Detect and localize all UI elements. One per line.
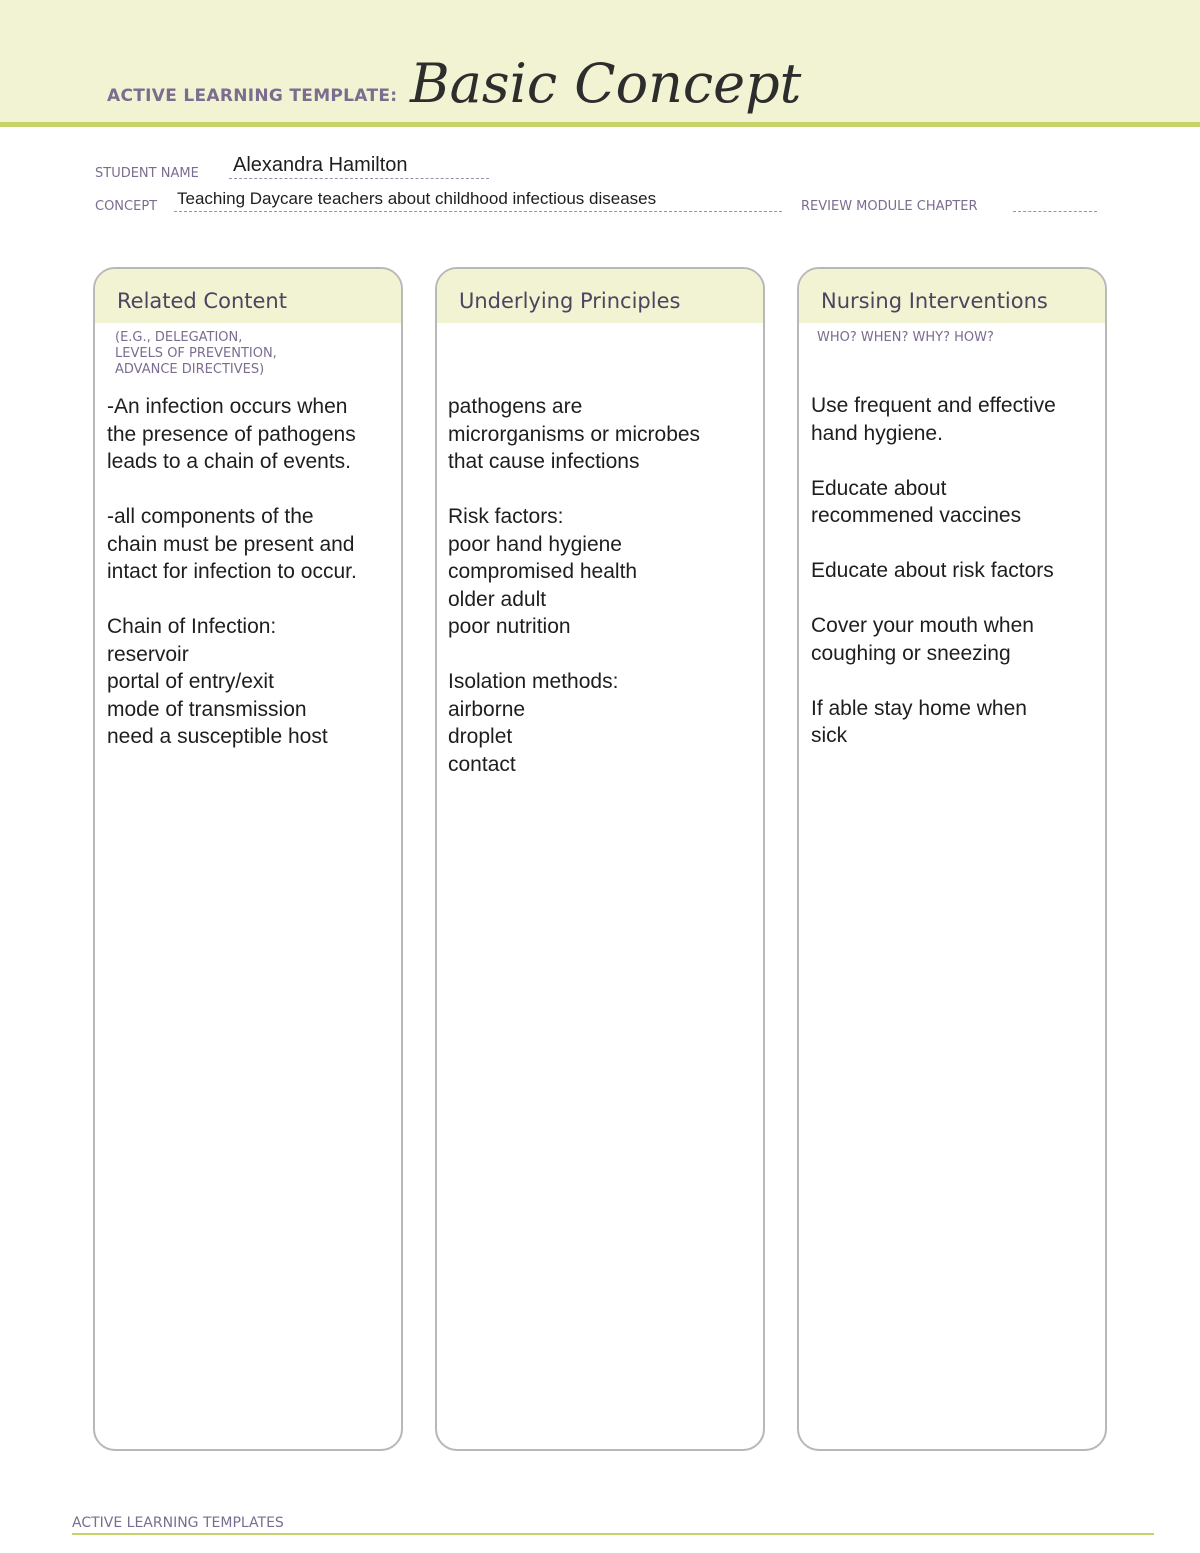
footer-label: ACTIVE LEARNING TEMPLATES	[72, 1515, 284, 1531]
text-line: sick	[811, 724, 848, 747]
concept-field[interactable]: Teaching Daycare teachers about childhood infectious diseases	[177, 189, 657, 208]
text-line: intact for infection to occur.	[107, 560, 357, 583]
text-line	[811, 585, 1056, 613]
student-name-label: STUDENT NAME	[95, 166, 199, 181]
text-line: Educate about risk factors	[811, 559, 1054, 582]
text-line: -An infection occurs when	[107, 395, 348, 418]
nursing-interventions-title: Nursing Interventions	[821, 289, 1048, 313]
text-line: pathogens are	[448, 395, 583, 418]
text-line: hand hygiene.	[811, 421, 943, 445]
footer-divider	[72, 1533, 1154, 1535]
related-content-title: Related Content	[117, 289, 287, 313]
text-line: poor nutrition	[448, 615, 571, 638]
related-content-hint	[115, 330, 277, 378]
related-content-panel	[93, 267, 403, 1451]
text-line: Educate about	[811, 476, 947, 500]
text-line: airborne	[448, 697, 526, 721]
text-line: -all components of the	[107, 505, 314, 528]
text-line: If able stay home when	[811, 696, 1027, 720]
text-line: Cover your mouth when	[811, 614, 1034, 637]
text-line: recommened vaccines	[811, 504, 1022, 527]
text-line: Isolation methods:	[448, 670, 619, 693]
review-module-line	[1013, 211, 1097, 212]
nursing-interventions-panel	[797, 267, 1107, 1451]
text-line	[811, 530, 1056, 558]
underlying-principles-text[interactable]	[448, 393, 700, 778]
nursing-interventions-hint: WHO? WHEN? WHY? HOW?	[817, 330, 994, 345]
text-line: reservoir	[107, 642, 189, 666]
text-line: need a susceptible host	[107, 725, 328, 748]
text-line: mode of transmission	[107, 697, 307, 721]
review-module-label: REVIEW MODULE CHAPTER	[801, 199, 978, 214]
student-name-field[interactable]: Alexandra Hamilton	[233, 154, 408, 176]
text-line: leads to a chain of events.	[107, 450, 351, 473]
text-line	[811, 667, 1056, 695]
text-line: microrganisms or microbes	[448, 422, 701, 446]
text-line	[448, 476, 700, 504]
concept-line	[174, 211, 782, 212]
text-line	[448, 641, 700, 669]
template-title: Basic Concept	[410, 52, 802, 115]
concept-label: CONCEPT	[95, 199, 158, 214]
text-line: Use frequent and effective	[811, 394, 1056, 417]
template-label: ACTIVE LEARNING TEMPLATE:	[107, 86, 398, 106]
related-content-text[interactable]	[107, 393, 357, 751]
text-line	[811, 447, 1056, 475]
text-line	[107, 476, 357, 504]
text-line	[107, 586, 357, 614]
text-line: the presence of pathogens	[107, 422, 356, 446]
text-line: poor hand hygiene	[448, 532, 622, 556]
related-hint-line: ADVANCE DIRECTIVES)	[115, 362, 265, 377]
related-hint-line: LEVELS OF PREVENTION,	[115, 346, 277, 361]
text-line: portal of entry/exit	[107, 670, 274, 693]
text-line: coughing or sneezing	[811, 641, 1011, 665]
text-line: Chain of Infection:	[107, 615, 277, 638]
text-line: contact	[448, 752, 516, 776]
underlying-principles-title: Underlying Principles	[459, 289, 681, 313]
text-line: that cause infections	[448, 450, 640, 473]
underlying-principles-panel	[435, 267, 765, 1451]
header-divider	[0, 122, 1200, 127]
text-line: droplet	[448, 725, 513, 748]
related-hint-line: (E.G., DELEGATION,	[115, 330, 243, 345]
student-name-line	[229, 178, 489, 179]
text-line: older adult	[448, 587, 547, 611]
text-line: Risk factors:	[448, 505, 564, 528]
text-line: chain must be present and	[107, 532, 355, 556]
text-line: compromised health	[448, 560, 638, 583]
nursing-interventions-text[interactable]	[811, 392, 1056, 750]
